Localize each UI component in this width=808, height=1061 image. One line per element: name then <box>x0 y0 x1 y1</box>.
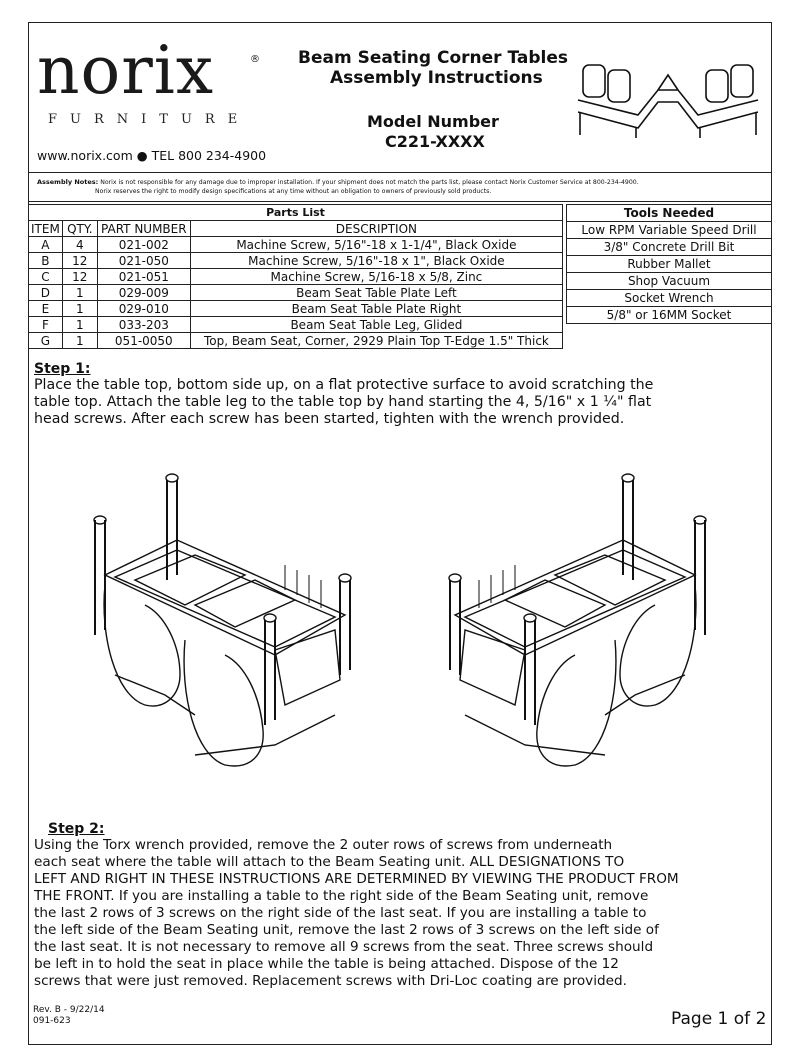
tool-item: 3/8" Concrete Drill Bit <box>567 239 772 256</box>
cell: 1 <box>62 285 97 301</box>
step1-line: Place the table top, bottom side up, on a flat protective surface to avoid scratching the <box>34 377 654 393</box>
table-row <box>29 333 563 349</box>
cell: 029-010 <box>97 301 190 317</box>
cell: 1 <box>62 317 97 333</box>
step2-line: Using the Torx wrench provided, remove the 2 outer rows of screws from underneath <box>34 837 613 853</box>
tool-item: Shop Vacuum <box>567 273 772 290</box>
header-divider <box>28 172 772 173</box>
cell: Beam Seat Table Leg, Glided <box>190 317 562 333</box>
cell: C <box>29 269 63 285</box>
left-assembly-illustration <box>85 465 375 775</box>
cell: Top, Beam Seat, Corner, 2929 Plain Top T-Edge 1.5" Thick <box>190 333 562 349</box>
step2-text <box>34 837 774 990</box>
doc-subtitle: Assembly Instructions <box>330 68 543 88</box>
step2-line: each seat where the table will attach to the Beam Seating unit. ALL DESIGNATIONS TO <box>34 854 625 870</box>
page-number: Page 1 of 2 <box>671 1009 767 1029</box>
cell: F <box>29 317 63 333</box>
table-row <box>29 301 563 317</box>
revision: Rev. B - 9/22/14 <box>33 1005 105 1015</box>
col-item: ITEM <box>29 221 63 237</box>
step2-line: the last 2 rows of 3 screws on the right side of the last seat. If you are installing a table to <box>34 905 647 921</box>
cell: Machine Screw, 5/16"-18 x 1", Black Oxide <box>190 253 562 269</box>
cell: 021-050 <box>97 253 190 269</box>
cell: 4 <box>62 237 97 253</box>
step1-heading: Step 1: <box>34 361 91 377</box>
step1-text <box>34 377 764 428</box>
revision-info <box>33 1005 105 1027</box>
tools-table <box>566 204 772 324</box>
cell: 021-051 <box>97 269 190 285</box>
cell: 051-0050 <box>97 333 190 349</box>
cell: Machine Screw, 5/16"-18 x 1-1/4", Black Oxide <box>190 237 562 253</box>
cell: Beam Seat Table Plate Right <box>190 301 562 317</box>
tool-item: 5/8" or 16MM Socket <box>567 307 772 324</box>
step2-line: the left side of the Beam Seating unit, remove the last 2 rows of 3 screws on the left side of <box>34 922 659 938</box>
tool-item: Low RPM Variable Speed Drill <box>567 222 772 239</box>
notes-line-1: Norix is not responsible for any damage due to improper installation. If your shipment does not match the parts list, please contact Norix Customer Service at 800-234-4900. <box>100 179 639 186</box>
notes-label: Assembly Notes: <box>37 178 99 186</box>
cell: 1 <box>62 301 97 317</box>
step1-line: head screws. After each screw has been started, tighten with the wrench provided. <box>34 411 625 427</box>
table-row <box>29 269 563 285</box>
parts-table <box>28 204 563 349</box>
right-assembly-illustration <box>425 465 715 775</box>
tools-title: Tools Needed <box>567 205 772 222</box>
cell: A <box>29 237 63 253</box>
parts-title: Parts List <box>29 205 563 221</box>
tool-item: Rubber Mallet <box>567 256 772 273</box>
model-label: Model Number <box>367 112 499 131</box>
table-row <box>29 317 563 333</box>
cell: Beam Seat Table Plate Left <box>190 285 562 301</box>
notes-divider <box>28 201 772 202</box>
cell: Machine Screw, 5/16-18 x 5/8, Zinc <box>190 269 562 285</box>
cell: 033-203 <box>97 317 190 333</box>
doc-title: Beam Seating Corner Tables <box>298 48 568 68</box>
step2-line: LEFT AND RIGHT IN THESE INSTRUCTIONS ARE DETERMINED BY VIEWING THE PRODUCT FROM <box>34 871 679 887</box>
contact-line: www.norix.com ● TEL 800 234-4900 <box>37 148 267 163</box>
table-row <box>29 253 563 269</box>
cell: G <box>29 333 63 349</box>
assembly-notes <box>37 178 639 196</box>
cell: 12 <box>62 269 97 285</box>
cell: 12 <box>62 253 97 269</box>
brand-subtitle: FURNITURE <box>48 112 251 127</box>
step2-line: screws that were just removed. Replacement screws with Dri-Loc coating are provided. <box>34 973 627 989</box>
step2-line: the last seat. It is not necessary to remove all 9 screws from the seat. Three screws should <box>34 939 654 955</box>
cell: D <box>29 285 63 301</box>
col-part-number: PART NUMBER <box>97 221 190 237</box>
step2-heading: Step 2: <box>48 821 105 837</box>
cell: B <box>29 253 63 269</box>
product-illustration <box>568 40 768 140</box>
cell: 1 <box>62 333 97 349</box>
cell: E <box>29 301 63 317</box>
cell: 029-009 <box>97 285 190 301</box>
registered-mark: ® <box>250 54 260 65</box>
cell: 021-002 <box>97 237 190 253</box>
tool-item: Socket Wrench <box>567 290 772 307</box>
col-qty: QTY. <box>62 221 97 237</box>
step2-line: THE FRONT. If you are installing a table to the right side of the Beam Seating unit, remove <box>34 888 649 904</box>
table-row <box>29 285 563 301</box>
model-number: C221-XXXX <box>385 132 485 151</box>
notes-line-2: Norix reserves the right to modify design specifications at any time without an obligation to owners of previously sold products. <box>95 188 492 195</box>
col-description: DESCRIPTION <box>190 221 562 237</box>
brand-logo: norix <box>37 32 215 109</box>
doc-number: 091-623 <box>33 1016 71 1026</box>
step1-line: table top. Attach the table leg to the table top by hand starting the 4, 5/16" x 1 ¼" flat <box>34 394 652 410</box>
table-row <box>29 237 563 253</box>
step2-line: be left in to hold the seat in place while the table is being attached. Dispose of the 12 <box>34 956 619 972</box>
